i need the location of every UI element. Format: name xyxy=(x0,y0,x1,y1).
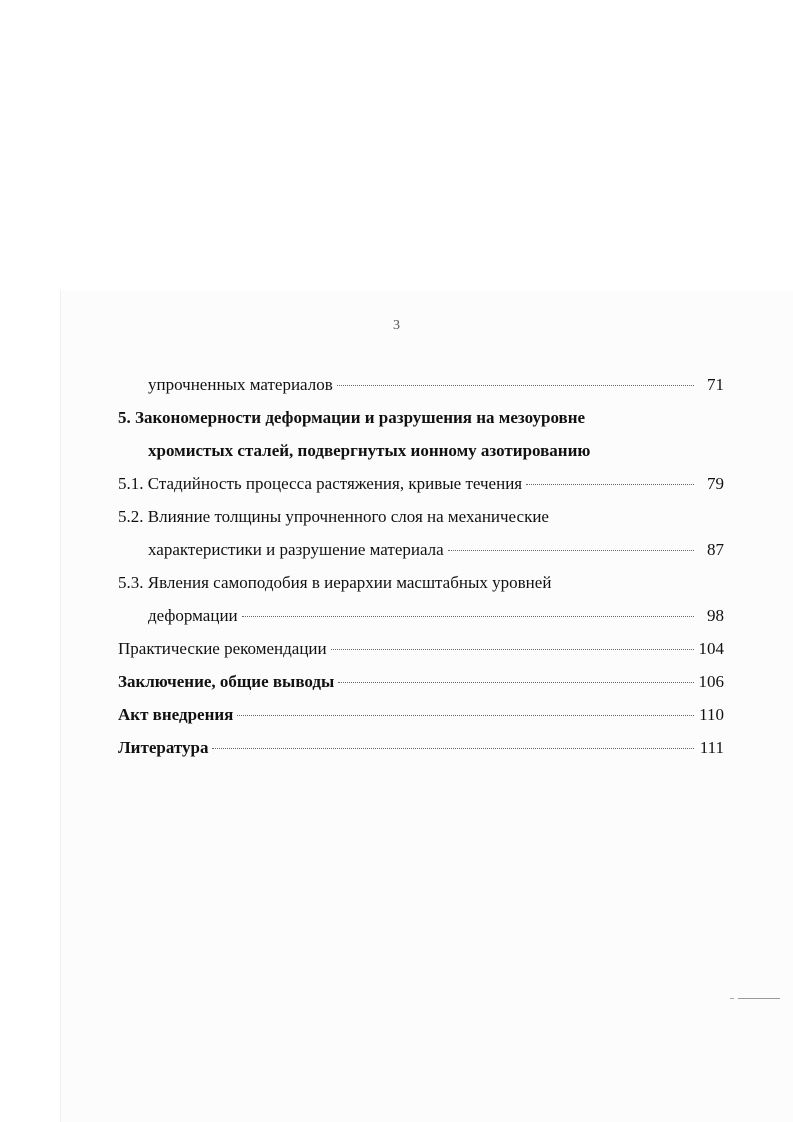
toc-entry-title: Практические рекомендации xyxy=(118,639,327,658)
toc-entry-page: 106 xyxy=(698,672,724,691)
toc-entry-page: 110 xyxy=(699,705,724,724)
toc-entry[interactable] xyxy=(118,566,724,599)
toc-entry-title: Литература xyxy=(118,738,209,757)
toc-entry[interactable] xyxy=(118,698,724,731)
toc-entry[interactable] xyxy=(118,401,724,434)
toc-leader-dots xyxy=(212,747,694,749)
toc-leader-dots xyxy=(242,615,694,617)
page-top-margin xyxy=(0,0,793,290)
toc-leader-dots xyxy=(331,648,694,650)
scan-artifact xyxy=(730,998,734,999)
table-of-contents xyxy=(118,368,724,764)
toc-entry-page: 79 xyxy=(707,474,724,493)
toc-entry-page: 71 xyxy=(707,375,724,394)
toc-entry-title: Заключение, общие выводы xyxy=(118,672,335,691)
toc-entry[interactable] xyxy=(118,500,724,533)
toc-entry-title: 5.3. Явления самоподобия в иерархии масштабных уровней xyxy=(118,573,552,592)
toc-entry[interactable] xyxy=(118,533,724,566)
toc-leader-dots xyxy=(448,549,694,551)
toc-entry[interactable] xyxy=(118,368,724,401)
toc-entry-title: 5. Закономерности деформации и разрушения на мезоуровне xyxy=(118,408,586,427)
toc-entry-title: 5.1. Стадийность процесса растяжения, кривые течения xyxy=(118,474,523,493)
toc-entry-title: характеристики и разрушение материала xyxy=(148,540,444,559)
toc-leader-dots xyxy=(237,714,694,716)
toc-entry[interactable] xyxy=(118,632,724,665)
toc-entry[interactable] xyxy=(118,731,724,764)
toc-entry-page: 87 xyxy=(707,540,724,559)
toc-entry-title: хромистых сталей, подвергнутых ионному азотированию xyxy=(148,441,591,460)
toc-entry-page: 98 xyxy=(707,606,724,625)
scan-artifact-line xyxy=(738,998,780,999)
toc-entry[interactable] xyxy=(118,467,724,500)
toc-entry[interactable] xyxy=(118,665,724,698)
toc-leader-dots xyxy=(337,384,694,386)
toc-leader-dots xyxy=(338,681,694,683)
toc-entry-title: упрочненных материалов xyxy=(148,375,333,394)
page-number: 3 xyxy=(393,318,400,333)
toc-entry-title: 5.2. Влияние толщины упрочненного слоя на механические xyxy=(118,507,549,526)
toc-entry[interactable] xyxy=(118,599,724,632)
toc-leader-dots xyxy=(526,483,694,485)
toc-entry[interactable] xyxy=(118,434,724,467)
toc-entry-title: Акт внедрения xyxy=(118,705,234,724)
toc-entry-page: 111 xyxy=(699,738,724,757)
toc-entry-page: 104 xyxy=(698,639,724,658)
toc-entry-title: деформации xyxy=(148,606,238,625)
